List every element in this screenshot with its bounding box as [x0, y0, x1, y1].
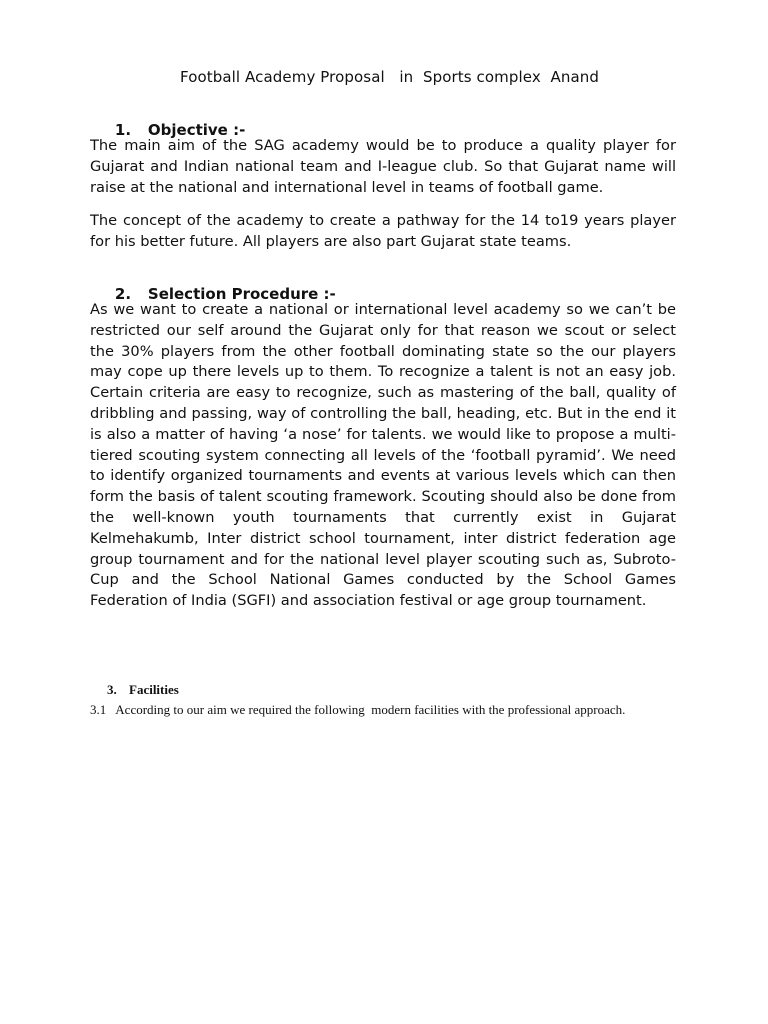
section-number: 3. [107, 682, 117, 697]
section-heading-text: Objective :- [147, 121, 246, 139]
objective-paragraph-2: The concept of the academy to create a pathway for the 14 to19 years player for his better future. All players are also part Gujarat state teams. [90, 212, 676, 250]
facilities-paragraph: 3.1 According to our aim we required the following modern facilities with the professional approach. [90, 702, 626, 717]
section-heading-text: Selection Procedure :- [147, 285, 336, 303]
section-heading-text: Facilities [129, 682, 179, 697]
section-number: 2. [114, 285, 132, 303]
document-title: Football Academy Proposal in Sports complex Anand [180, 68, 600, 86]
objective-paragraph-1: The main aim of the SAG academy would be to produce a quality player for Gujarat and Indian national team and I-league club. So that Gujarat name will raise at the national and international level in teams of football game. [90, 137, 676, 196]
section-number: 1. [114, 121, 132, 139]
selection-procedure-paragraph: As we want to create a national or international level academy so we can’t be restricted our self around the Gujarat only for that reason we scout or select the 30% players from the other football dominating state so the our players may cope up there levels up to them. To recognize a talent is not an easy job. Certain criteria are easy to recognize, such as mastering of the ball, quality of dribbling and passing, way of controlling the ball, heading, etc. But in the end it is also a matter of having ‘a nose’ for talents. we would like to propose a multi-tiered scouting system connecting all levels of the ‘football pyramid’. We need to identify organized tournaments and events at various levels which can then form the basis of talent scouting framework. Scouting should also be done from the well-known youth tournaments that currently exist in Gujarat Kelmehakumb, Inter district school tournament, inter district federation age group tournament and for the national level player scouting such as, Subroto- Cup and the School National Games conducted by the School Games Federation of India (SGFI) and association festival or age group tournament. [90, 301, 676, 610]
